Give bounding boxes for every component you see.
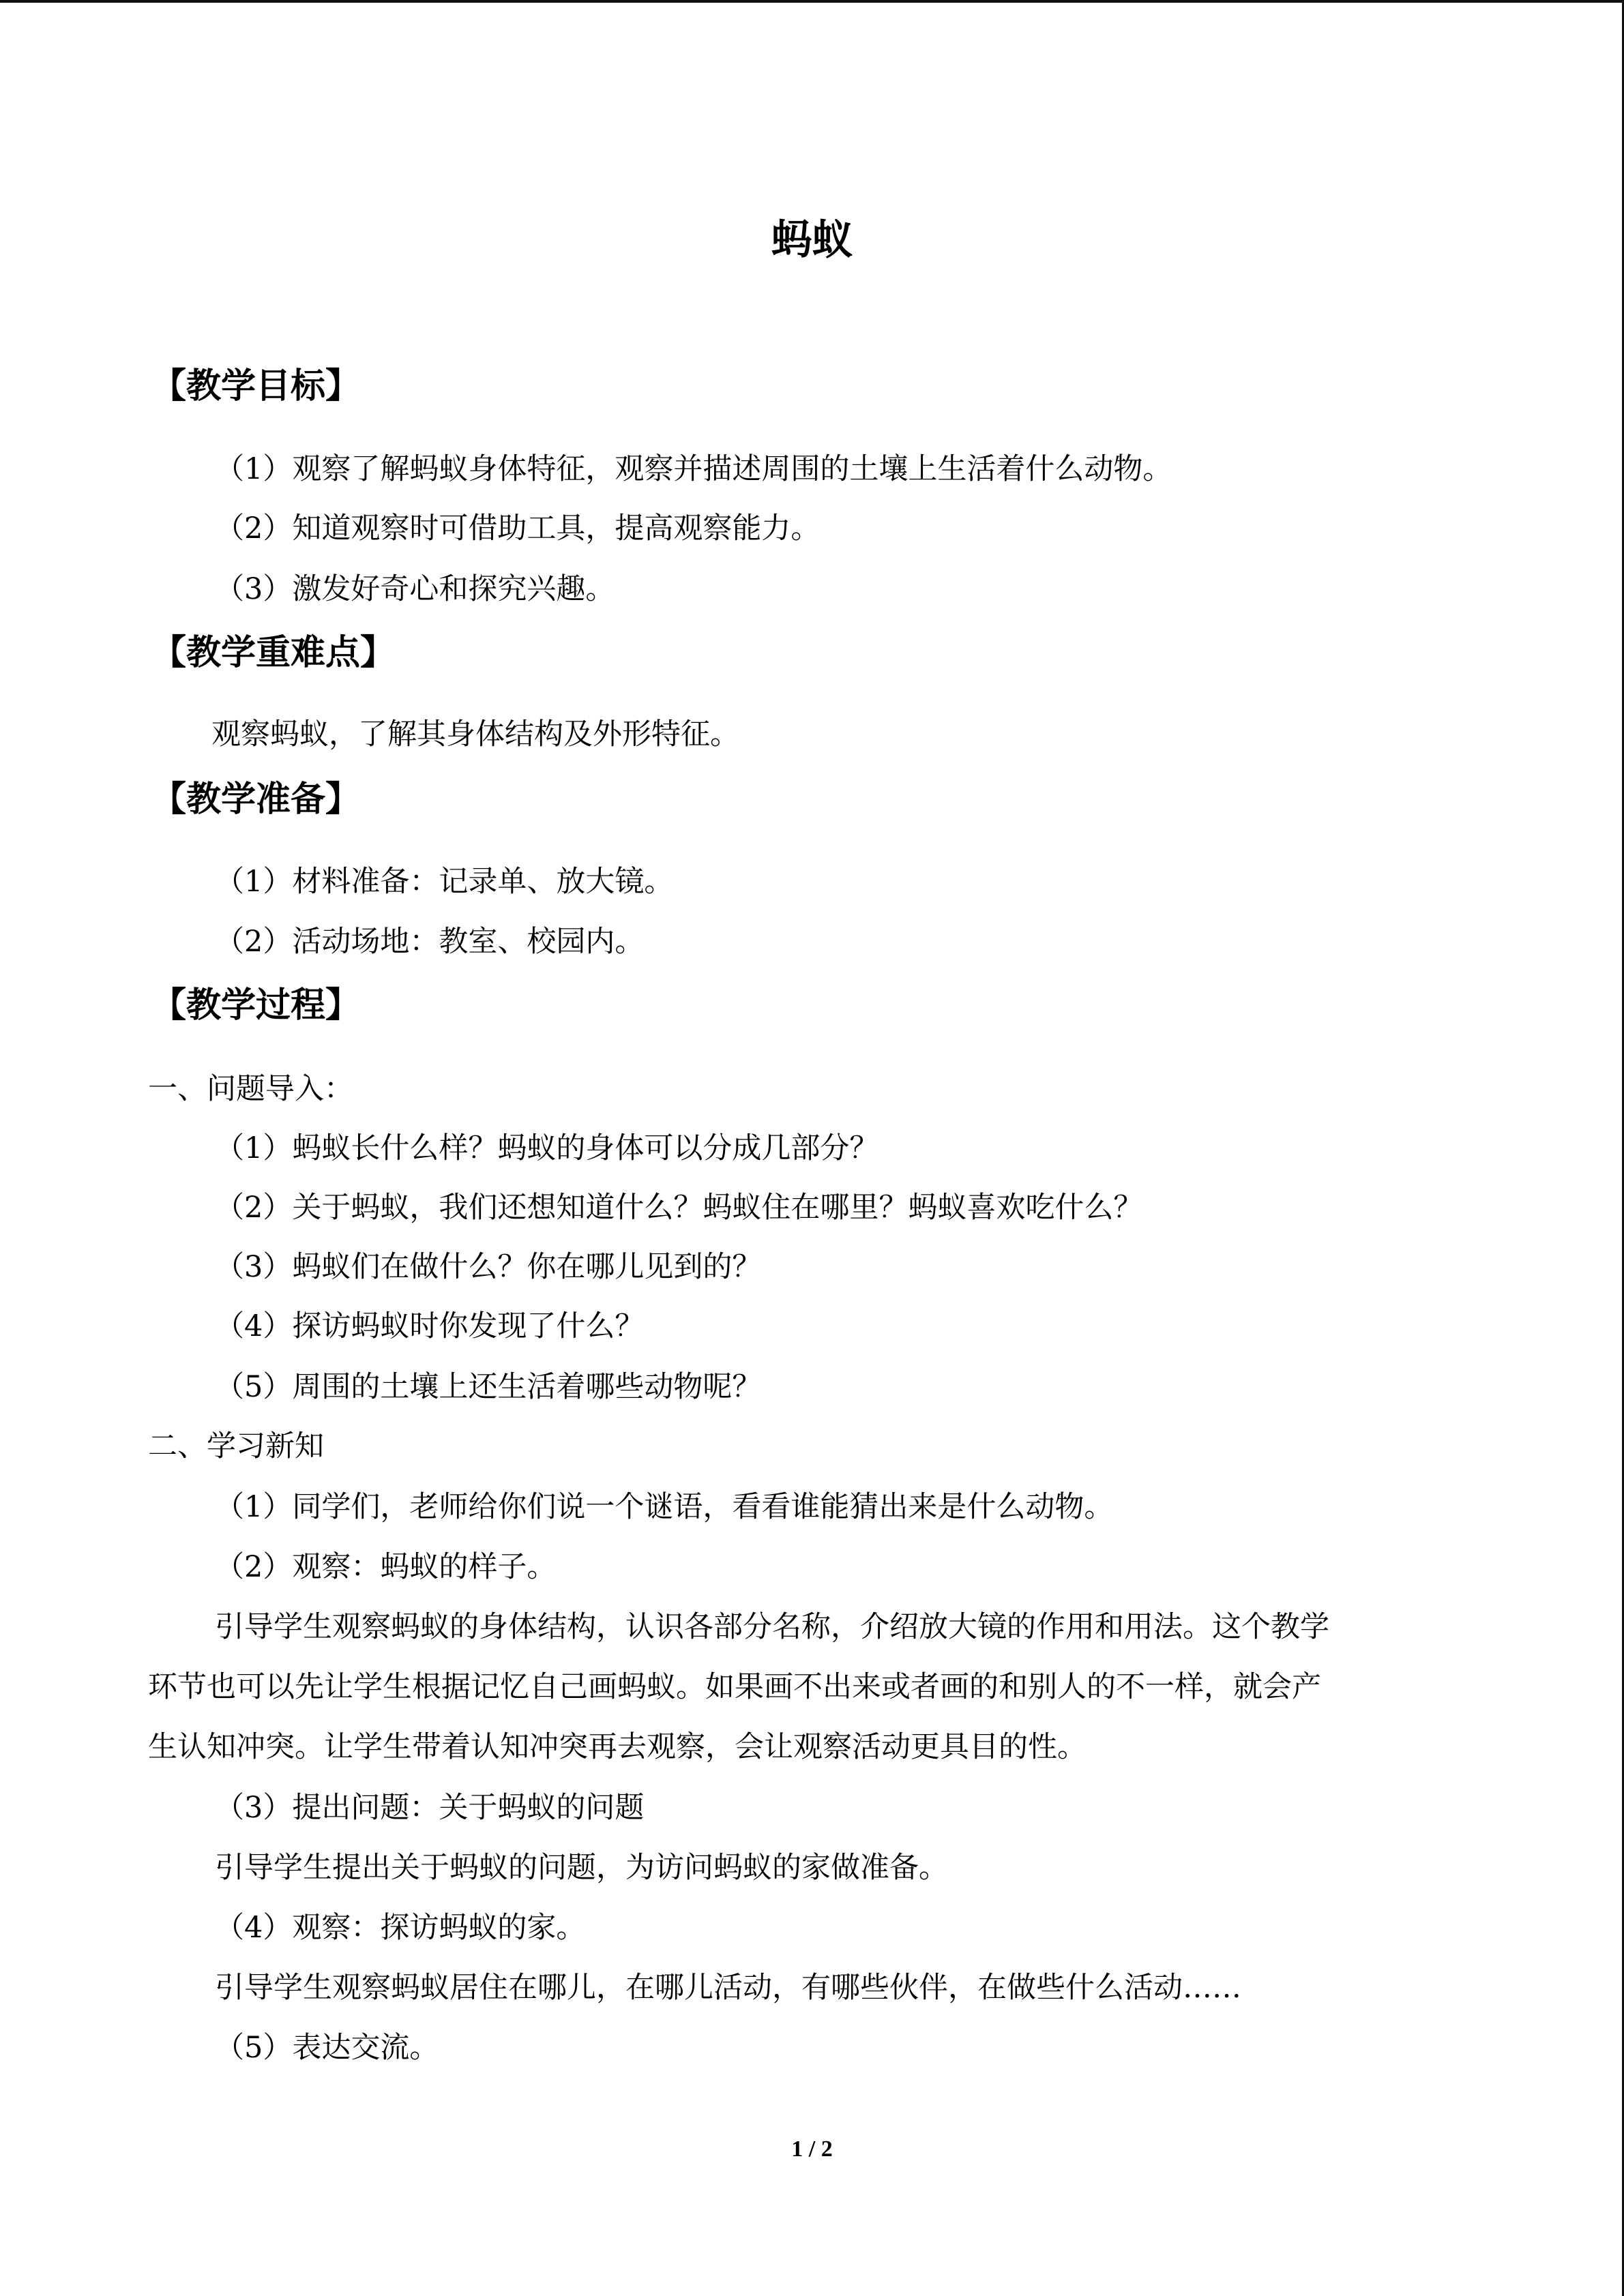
process-part-label: 二、学习新知 [148, 1429, 324, 1463]
process-part-label: 一、问题导入： [148, 1072, 353, 1106]
document-title: 蚂蚁 [771, 216, 853, 264]
objective-item: （2）知道观察时可借助工具，提高观察能力。 [215, 511, 821, 546]
process-paragraph-line: 生认知冲突。让学生带着认知冲突再去观察，会让观察活动更具目的性。 [148, 1730, 1087, 1764]
process-item: （5）周围的土壤上还生活着哪些动物呢？ [215, 1370, 762, 1404]
process-item: （3）提出问题：关于蚂蚁的问题 [215, 1791, 645, 1825]
preparation-item: （2）活动场地：教室、校园内。 [215, 925, 645, 959]
section-heading-key-points: 【教学重难点】 [151, 633, 396, 673]
objective-item: （3）激发好奇心和探究兴趣。 [215, 572, 615, 606]
process-item: （2）关于蚂蚁，我们还想知道什么？蚂蚁住在哪里？蚂蚁喜欢吃什么？ [215, 1191, 1143, 1225]
process-paragraph-line: 环节也可以先让学生根据记忆自己画蚂蚁。如果画不出来或者画的和别人的不一样，就会产 [148, 1670, 1321, 1704]
key-point-text: 观察蚂蚁，了解其身体结构及外形特征。 [211, 717, 739, 751]
process-item: （4）观察：探访蚂蚁的家。 [215, 1911, 586, 1945]
process-item: （2）观察：蚂蚁的样子。 [215, 1550, 557, 1584]
process-paragraph-line: 引导学生观察蚂蚁的身体结构，认识各部分名称，介绍放大镜的作用和用法。这个教学 [215, 1610, 1329, 1644]
page-top-border [0, 0, 1624, 3]
section-heading-process: 【教学过程】 [151, 985, 361, 1026]
process-item: （1）同学们，老师给你们说一个谜语，看看谁能猜出来是什么动物。 [215, 1490, 1114, 1524]
process-paragraph-line: 引导学生提出关于蚂蚁的问题，为访问蚂蚁的家做准备。 [215, 1851, 948, 1885]
section-heading-preparation: 【教学准备】 [151, 779, 361, 820]
process-item: （1）蚂蚁长什么样？蚂蚁的身体可以分成几部分？ [215, 1131, 879, 1165]
objective-item: （1）观察了解蚂蚁身体特征，观察并描述周围的土壤上生活着什么动物。 [215, 452, 1172, 486]
preparation-item: （1）材料准备：记录单、放大镜。 [215, 865, 674, 899]
section-heading-objectives: 【教学目标】 [151, 366, 361, 406]
page-number: 1 / 2 [791, 2136, 833, 2162]
process-item: （5）表达交流。 [215, 2031, 439, 2065]
process-item: （4）探访蚂蚁时你发现了什么？ [215, 1309, 645, 1343]
process-item: （3）蚂蚁们在做什么？你在哪儿见到的？ [215, 1250, 762, 1284]
process-paragraph-line: 引导学生观察蚂蚁居住在哪儿，在哪儿活动，有哪些伙伴，在做些什么活动…… [215, 1971, 1241, 2005]
